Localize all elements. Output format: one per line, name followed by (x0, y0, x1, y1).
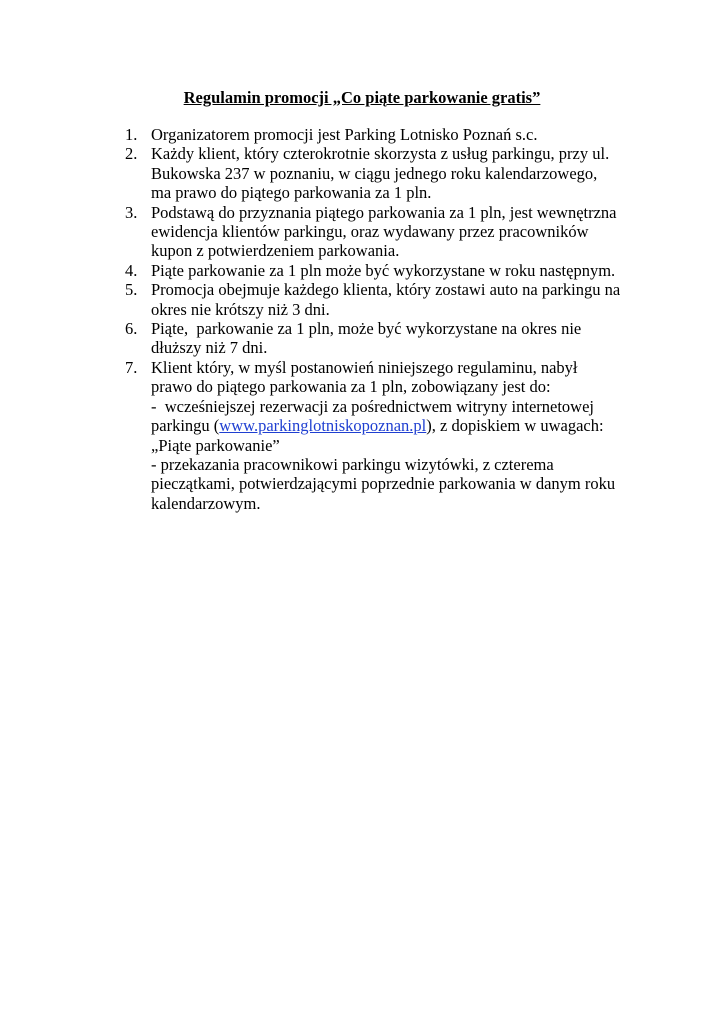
rule-number: 1. (125, 125, 138, 144)
rule-line: „Piąte parkowanie” (151, 435, 280, 455)
link-suffix-text: ), z dopiskiem w uwagach: (426, 416, 604, 436)
rule-line: ewidencja klientów parkingu, oraz wydawany przez pracowników (151, 222, 589, 242)
rule-item-4 (125, 261, 645, 280)
link-prefix-text: parkingu ( (151, 416, 220, 436)
rule-line: Podstawą do przyznania piątego parkowania za 1 pln, jest wewnętrzna (151, 202, 617, 222)
rule-number: 3. (125, 202, 138, 222)
rule-item-2 (125, 144, 645, 202)
rule-line: kupon z potwierdzeniem parkowania. (151, 241, 400, 261)
rule-line: kalendarzowym. (151, 493, 261, 513)
rule-number: 2. (125, 144, 138, 164)
rule-item-6 (125, 319, 645, 358)
rule-line: pieczątkami, potwierdzającymi poprzednie parkowania w danym roku (151, 474, 616, 494)
rule-line: Promocja obejmuje każdego klienta, który zostawi auto na parkingu na (151, 280, 621, 300)
rule-line: - wcześniejszej rezerwacji za pośrednictwem witryny internetowej (151, 396, 595, 416)
rule-line: Piąte, parkowanie za 1 pln, może być wykorzystane na okres nie (151, 319, 582, 339)
rule-line: Piąte parkowanie za 1 pln może być wykorzystane w roku następnym. (151, 260, 616, 280)
rule-number: 5. (125, 280, 138, 300)
rule-item-3 (125, 203, 645, 261)
rule-number: 7. (125, 357, 138, 377)
rule-number: 6. (125, 319, 138, 339)
rule-line: Bukowska 237 w poznaniu, w ciągu jednego roku kalendarzowego, (151, 163, 598, 183)
rule-line: Klient który, w myśl postanowień niniejszego regulaminu, nabył (151, 357, 578, 377)
document-title: Regulamin promocji „Co piąte parkowanie gratis” (183, 88, 541, 107)
rule-item-1 (125, 125, 645, 144)
rules-list (125, 125, 645, 513)
rule-line: okres nie krótszy niż 3 dni. (151, 299, 330, 319)
rule-line: prawo do piątego parkowania za 1 pln, zobowiązany jest do: (151, 377, 551, 397)
rule-line: dłuższy niż 7 dni. (151, 338, 268, 358)
rule-number: 4. (125, 260, 138, 280)
rule-item-5 (125, 280, 645, 319)
website-link[interactable]: www.parkinglotniskopoznan.pl (219, 416, 427, 436)
rule-line: Organizatorem promocji jest Parking Lotnisko Poznań s.c. (151, 125, 538, 144)
rule-line: - przekazania pracownikowi parkingu wizytówki, z czterema (151, 454, 554, 474)
rule-line: ma prawo do piątego parkowania za 1 pln. (151, 183, 432, 203)
rule-line-with-link (151, 416, 645, 435)
rule-line: Każdy klient, który czterokrotnie skorzysta z usług parkingu, przy ul. (151, 144, 610, 164)
rule-item-7 (125, 358, 645, 513)
